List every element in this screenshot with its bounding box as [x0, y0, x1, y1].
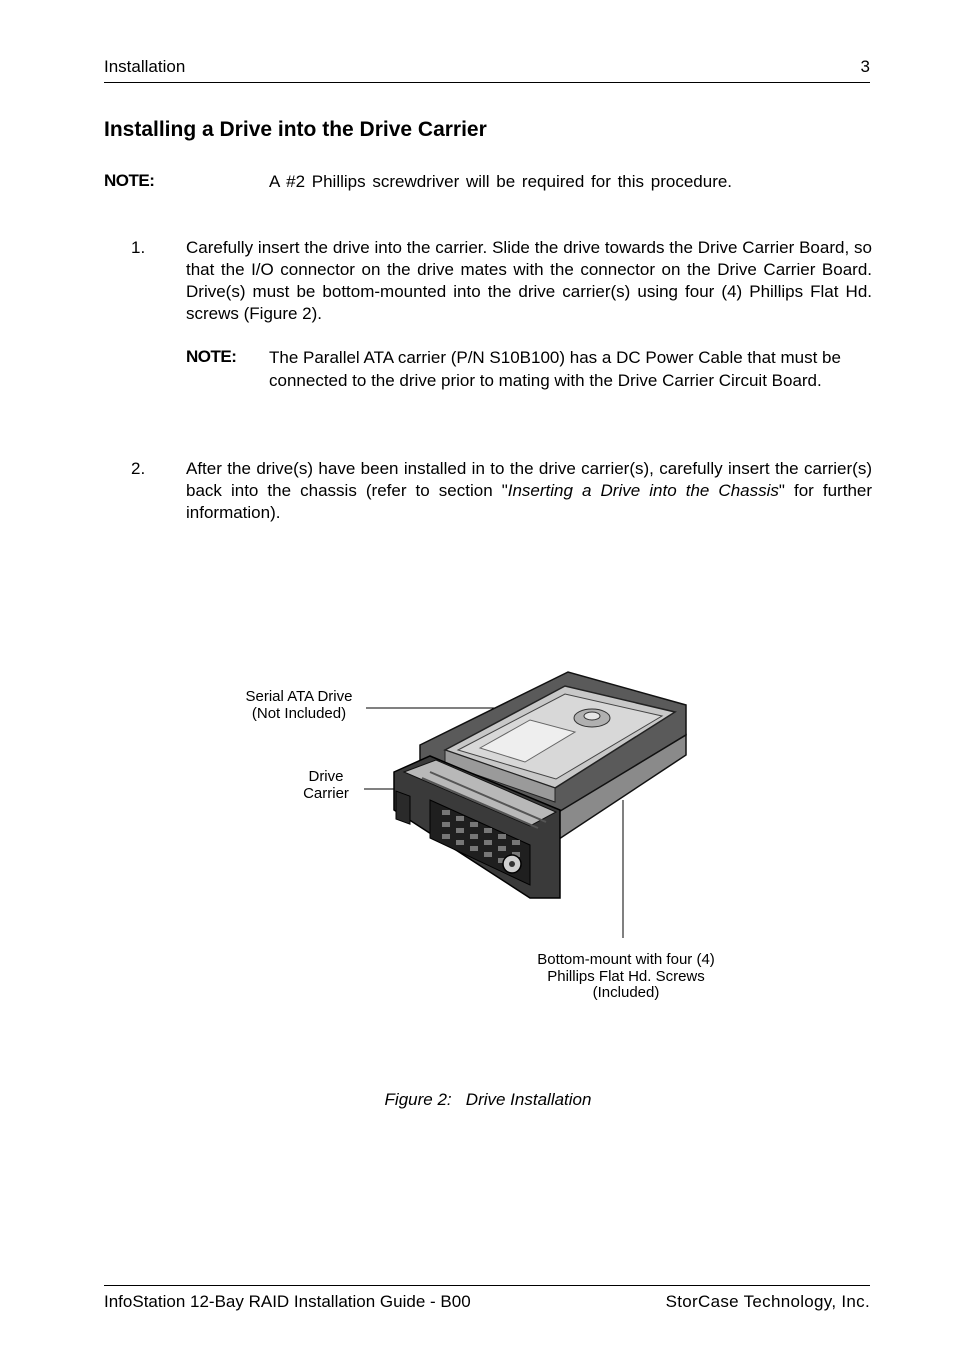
carrier-handle [396, 791, 410, 824]
callout-drive-line2: (Not Included) [251, 704, 347, 722]
step-2-text-after: " for further information). [186, 481, 873, 522]
vent-hole [456, 828, 464, 833]
callout-carrier-line1: Drive [308, 768, 344, 785]
figure-caption: Figure 2: Drive Installation [384, 1090, 592, 1109]
callout-drive-label [229, 689, 369, 722]
callout-screws-line3: (Included) [592, 984, 660, 1001]
page-number: 3 [860, 57, 870, 76]
step-1-note-label: NOTE: [186, 347, 237, 366]
header-rule [104, 82, 870, 83]
callout-screws-label [506, 952, 746, 1002]
step-2-text-before: After the drive(s) have been installed in to the drive carrier(s), carefully insert the carrier(s) back into the chassis (refer to section " [186, 459, 872, 500]
footer-company: StorCase Technology, Inc. [665, 1292, 870, 1311]
step-2-number: 2. [131, 459, 146, 478]
vent-hole [512, 840, 520, 845]
vent-hole [484, 828, 492, 833]
vent-hole [470, 834, 478, 839]
callout-drive-line1: Serial ATA Drive [245, 688, 353, 705]
callout-carrier-line2: Carrier [303, 784, 349, 802]
step-1-note-text: The Parallel ATA carrier (P/N S10B100) has a DC Power Cable that must be connected to the drive prior to mating with the Drive Carrier Circuit Board. [269, 348, 841, 390]
vent-hole [470, 846, 478, 851]
callout-carrier-label [286, 769, 366, 802]
vent-hole [484, 852, 492, 857]
vent-hole [456, 816, 464, 821]
step-2-text [186, 458, 872, 524]
drive-carrier-illustration [360, 660, 700, 950]
step-1-text: Carefully insert the drive into the carrier. Slide the drive towards the Drive Carrier Board, so that the I/O connector on the drive mates with the connector on the Drive Carrier Board. Drive(s) must be bottom-mounted into the drive carrier(s) using four (4) Phillips Flat Hd. screws (Figure 2). [186, 238, 872, 323]
vent-hole [442, 822, 450, 827]
drive-spindle-center [584, 712, 600, 720]
vent-hole [498, 846, 506, 851]
vent-hole [484, 840, 492, 845]
vent-hole [498, 834, 506, 839]
running-header-section: Installation [104, 57, 186, 76]
footer-rule [104, 1285, 870, 1286]
callout-screws-line1: Bottom-mount with four (4) [537, 951, 715, 968]
note-text: A #2 Phillips screwdriver will be required for this procedure. [269, 172, 733, 191]
callout-screws-line2: Phillips Flat Hd. Screws [547, 967, 705, 985]
section-title: Installing a Drive into the Drive Carrier [104, 118, 487, 141]
note-label: NOTE: [104, 171, 155, 190]
vent-hole [442, 834, 450, 839]
step-2-section-reference: Inserting a Drive into the Chassis [507, 481, 779, 500]
vent-hole [442, 810, 450, 815]
vent-hole [470, 822, 478, 827]
lock-keyhole [509, 861, 515, 867]
footer-document-title: InfoStation 12-Bay RAID Installation Guide - B00 [104, 1292, 471, 1311]
vent-hole [456, 840, 464, 845]
step-1-number: 1. [131, 238, 146, 257]
